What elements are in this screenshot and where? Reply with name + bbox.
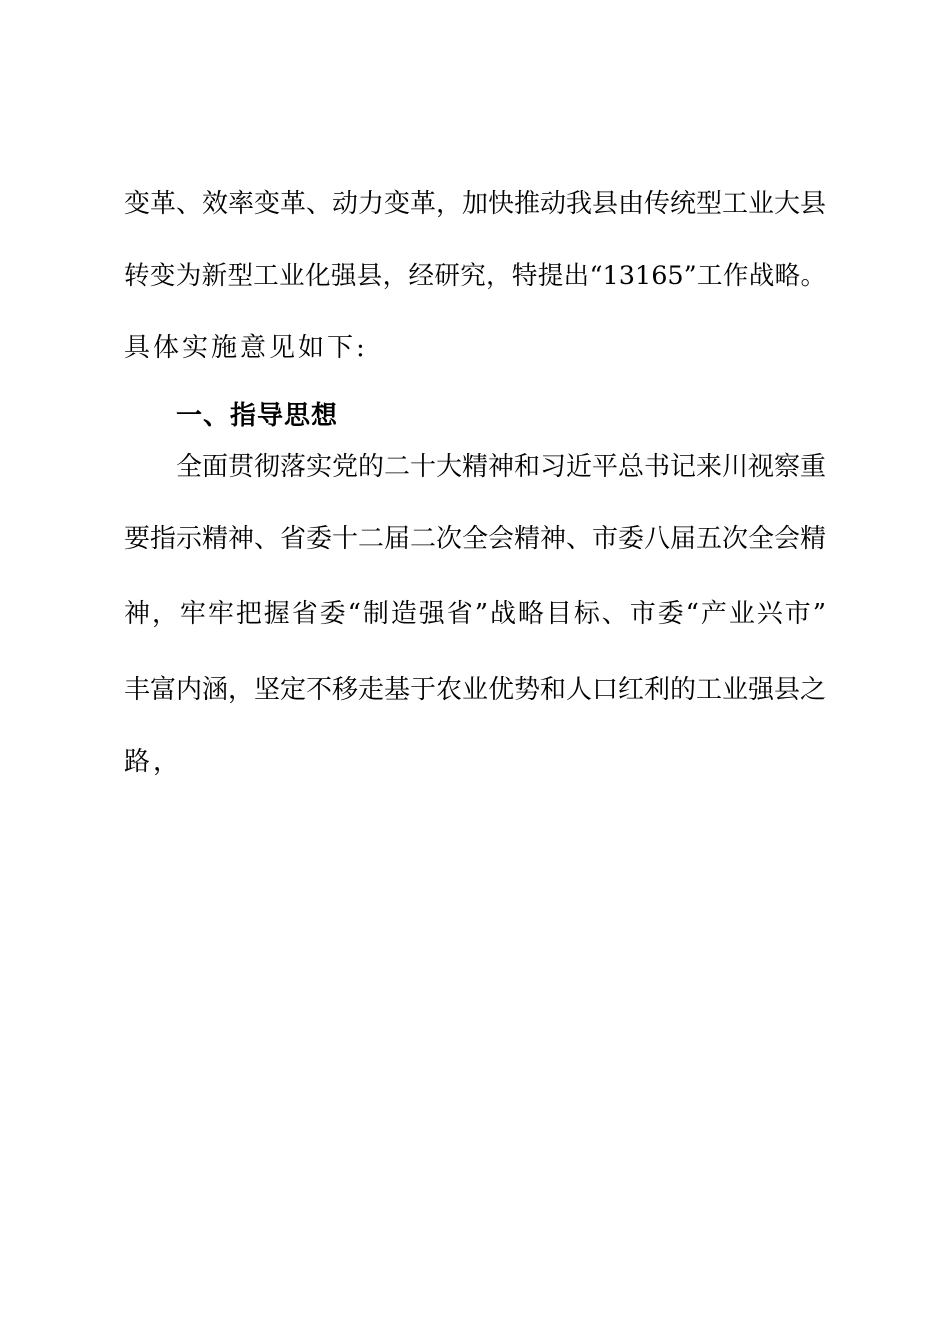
intro-line-3: 具体实施意见如下: bbox=[124, 333, 368, 363]
guiding-line-3: 神，牢牢把握省委“制造强省”战略目标、市委“产业兴市” bbox=[124, 599, 826, 629]
guiding-line-1: 全面贯彻落实党的二十大精神和习近平总书记来川视察重 bbox=[176, 452, 827, 482]
guiding-line-4: 丰富内涵，坚定不移走基于农业优势和人口红利的工业强县之 bbox=[124, 675, 827, 705]
section-heading: 一、指导思想 bbox=[176, 401, 339, 431]
guiding-line-5: 路， bbox=[124, 747, 183, 777]
intro-line-1: 变革、效率变革、动力变革，加快推动我县由传统型工业大县 bbox=[124, 189, 827, 219]
intro-line-2: 转变为新型工业化强县，经研究，特提出“13165”工作战略。 bbox=[124, 261, 826, 291]
guiding-line-2: 要指示精神、省委十二届二次全会精神、市委八届五次全会精 bbox=[124, 524, 827, 554]
